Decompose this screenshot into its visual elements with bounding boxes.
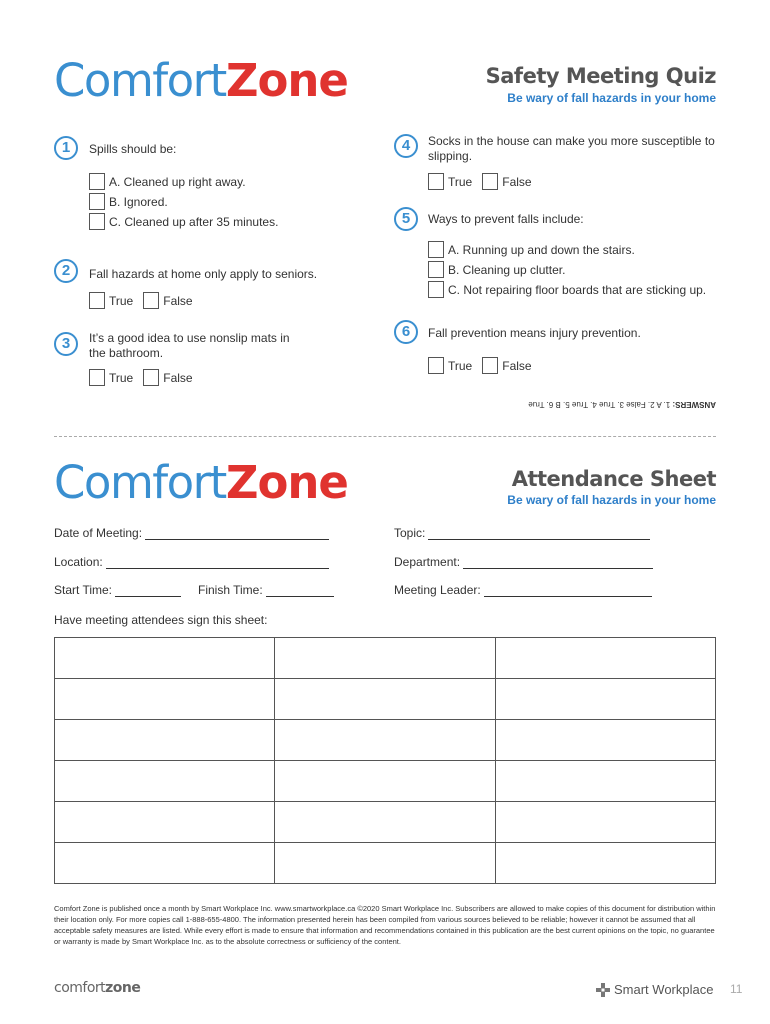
location-field[interactable]: Location: <box>54 555 329 569</box>
question-number-2: 2 <box>54 259 78 283</box>
q5-option-a[interactable]: A. Running up and down the stairs. <box>428 241 635 258</box>
signature-cell[interactable] <box>55 843 275 884</box>
question-3-text: It’s a good idea to use nonslip mats in the bathroom. <box>89 331 290 360</box>
signature-cell[interactable] <box>55 638 275 679</box>
signature-cell[interactable] <box>275 843 495 884</box>
smart-workplace-logo: Smart Workplace <box>596 982 713 997</box>
q5-option-c[interactable]: C. Not repairing floor boards that are sticking up. <box>428 281 706 298</box>
answer-key: ANSWERS: 1. A 2. False 3. True 4. True 5. B 6. True <box>528 400 716 409</box>
checkbox[interactable] <box>89 193 105 210</box>
signature-cell[interactable] <box>55 679 275 720</box>
table-row <box>55 638 716 679</box>
checkbox-true[interactable] <box>428 173 444 190</box>
attendance-title: Attendance Sheet <box>511 467 716 491</box>
checkbox[interactable] <box>428 281 444 298</box>
signature-cell[interactable] <box>275 679 495 720</box>
checkbox-true[interactable] <box>428 357 444 374</box>
checkbox-false[interactable] <box>482 173 498 190</box>
q6-true-false: True False <box>428 357 532 374</box>
quiz-subtitle: Be wary of fall hazards in your home <box>507 91 716 105</box>
cut-line <box>54 436 716 437</box>
checkbox[interactable] <box>428 241 444 258</box>
start-time-field[interactable]: Start Time: <box>54 583 181 597</box>
question-5-text: Ways to prevent falls include: <box>428 212 584 226</box>
signature-cell[interactable] <box>275 802 495 843</box>
q4-true-false: True False <box>428 173 532 190</box>
signature-cell[interactable] <box>55 802 275 843</box>
table-row <box>55 761 716 802</box>
publication-disclaimer: Comfort Zone is published once a month by Smart Workplace Inc. www.smartworkplace.ca ©2020 Smart Workplace Inc. Subscribers are allowed to make copies of this document for distribution within their location only. For more copies call 1-888-655-4800. The information presented herein has been compiled from various sources believed to be reliable; however it cannot be assumed that all acceptable safety measures are listed. While every effort is made to ensure that information and recommendations contained in this publication are the best current opinions on the topic, no guarantee or warranty is made by Smart Workplace Inc. as to the absolute correctness or sufficiency of the content. <box>54 904 716 946</box>
checkbox-false[interactable] <box>482 357 498 374</box>
checkbox[interactable] <box>428 261 444 278</box>
checkbox-false[interactable] <box>143 369 159 386</box>
signature-cell[interactable] <box>275 638 495 679</box>
signature-cell[interactable] <box>495 720 715 761</box>
question-1-text: Spills should be: <box>89 142 177 156</box>
sign-instructions: Have meeting attendees sign this sheet: <box>54 613 268 627</box>
q1-option-c[interactable]: C. Cleaned up after 35 minutes. <box>89 213 278 230</box>
question-4-text: Socks in the house can make you more susceptible to slipping. <box>428 134 715 163</box>
topic-field[interactable]: Topic: <box>394 526 650 540</box>
signature-table <box>54 637 716 884</box>
table-row <box>55 720 716 761</box>
signature-cell[interactable] <box>55 720 275 761</box>
table-row <box>55 802 716 843</box>
signature-cell[interactable] <box>55 761 275 802</box>
question-2-text: Fall hazards at home only apply to seniors. <box>89 267 318 281</box>
question-6-text: Fall prevention means injury prevention. <box>428 326 641 340</box>
question-number-5: 5 <box>394 207 418 231</box>
checkbox[interactable] <box>89 213 105 230</box>
comfort-zone-logo: ComfortZone <box>54 456 348 509</box>
signature-cell[interactable] <box>495 843 715 884</box>
checkbox-true[interactable] <box>89 369 105 386</box>
q5-option-b[interactable]: B. Cleaning up clutter. <box>428 261 565 278</box>
signature-cell[interactable] <box>275 761 495 802</box>
signature-cell[interactable] <box>495 802 715 843</box>
checkbox[interactable] <box>89 173 105 190</box>
date-of-meeting-field[interactable]: Date of Meeting: <box>54 526 329 540</box>
q1-option-a[interactable]: A. Cleaned up right away. <box>89 173 246 190</box>
comfort-zone-logo: ComfortZone <box>54 54 348 107</box>
question-number-3: 3 <box>54 332 78 356</box>
question-number-6: 6 <box>394 320 418 344</box>
table-row <box>55 679 716 720</box>
footer-comfort-zone-logo: comfortzone <box>54 980 141 996</box>
checkbox-false[interactable] <box>143 292 159 309</box>
q2-true-false: True False <box>89 292 193 309</box>
question-number-4: 4 <box>394 134 418 158</box>
meeting-leader-field[interactable]: Meeting Leader: <box>394 583 652 597</box>
smart-workplace-icon <box>596 983 610 997</box>
signature-cell[interactable] <box>495 679 715 720</box>
table-row <box>55 843 716 884</box>
page-number: 11 <box>730 982 743 996</box>
signature-cell[interactable] <box>495 638 715 679</box>
quiz-title: Safety Meeting Quiz <box>485 64 716 88</box>
q3-true-false: True False <box>89 369 193 386</box>
finish-time-field[interactable]: Finish Time: <box>198 583 334 597</box>
signature-cell[interactable] <box>495 761 715 802</box>
question-number-1: 1 <box>54 136 78 160</box>
department-field[interactable]: Department: <box>394 555 653 569</box>
attendance-subtitle: Be wary of fall hazards in your home <box>507 493 716 507</box>
checkbox-true[interactable] <box>89 292 105 309</box>
q1-option-b[interactable]: B. Ignored. <box>89 193 168 210</box>
signature-cell[interactable] <box>275 720 495 761</box>
